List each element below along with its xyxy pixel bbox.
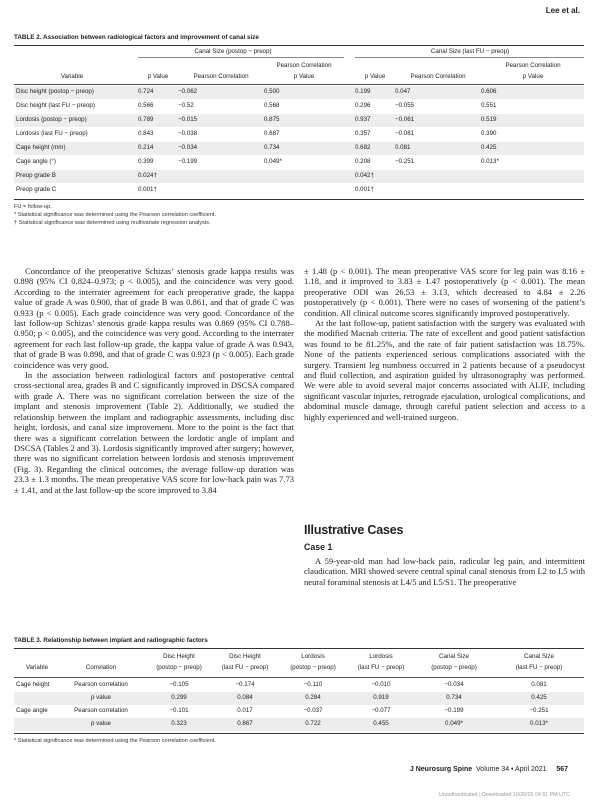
running-header-author: Lee et al. [545, 6, 580, 15]
table2-cell: Lordosis (last FU − preop) [16, 130, 88, 137]
table3-value-cell: 0.919 [373, 694, 389, 701]
table3-value-cell: −0.034 [444, 681, 464, 688]
table2-cell: 0.208 [355, 158, 371, 165]
table2-cell: 0.001† [355, 186, 374, 193]
table3-variable-cell: Cage angle [16, 707, 48, 714]
table2-cell: 0.519 [481, 116, 497, 123]
table2-cell: −0.034 [178, 144, 198, 151]
table3-correlation-cell: Pearson correlation [74, 681, 128, 688]
table3-header-cell: Lordosis [369, 653, 393, 660]
right-paragraph-1: ± 1.48 (p < 0.001). The mean preoperative VAS score for leg pain was 8.16 ± 1.18, and it improved to 3.83 ± 1.47 postoperatively (p < 0.001). The mean preoperative ODI was 26.53 ± 3.13, which decreased to 4.84 ± 2.26 postoperatively (p < 0.001). There were no cases of worsening of the patient’s condition. All clinical outcome scores significantly improved postoperatively. [304, 266, 585, 318]
page-footer [410, 766, 568, 773]
table3-header-cell: (last FU − preop) [357, 664, 405, 671]
table2-col-pearson-p-2b: p Value [522, 73, 544, 80]
table3-value-cell: 0.323 [171, 720, 187, 727]
table3-value-cell: 0.049* [445, 720, 463, 727]
table3-header-cell: (postop − preop) [290, 664, 336, 671]
table2-cell: −0.081 [395, 130, 415, 137]
table2-cell: 0.500 [264, 88, 280, 95]
table2-cell: −0.062 [178, 88, 198, 95]
table2-col-pearson-p-1a: Pearson Correlation [276, 62, 332, 69]
table2-cell: −0.038 [178, 130, 198, 137]
table2-cell: −0.061 [395, 116, 415, 123]
table3-header-cell: Canal Size [439, 653, 469, 660]
table2-cell: 0.551 [481, 102, 497, 109]
table3-value-cell: −0.077 [371, 707, 391, 714]
table2-cell: 0.357 [355, 130, 371, 137]
table2-cell: −0.251 [395, 158, 415, 165]
table2-cell: Cage angle (°) [16, 158, 56, 165]
table3-header-rule [14, 677, 584, 678]
table2-group1-rule [138, 57, 344, 58]
table3-top-rule [14, 648, 584, 649]
table3-correlation-cell: p value [91, 694, 111, 701]
table3-header-cell: Disc Height [229, 653, 261, 660]
table2-group2-rule [355, 57, 584, 58]
table2-col-pearson-p-1b: p Value [293, 73, 315, 80]
table3-value-cell: 0.455 [373, 720, 389, 727]
table3-value-cell: 0.013* [530, 720, 548, 727]
table3-header-cell: Lordosis [301, 653, 325, 660]
case1-text [304, 556, 585, 587]
table2-cell: 0.724 [138, 88, 154, 95]
table3-value-cell: −0.037 [303, 707, 323, 714]
table2-cell: Preop grade B [16, 172, 56, 179]
table2-cell: 0.042† [355, 172, 374, 179]
table3-header-cell: Variable [25, 664, 49, 671]
left-paragraph-1: Concordance of the preoperative Schizas’ stenosis grade kappa results was 0.898 (95% CI 0.824–0.973; p < 0.005), and the coincidence was very good. According to the interrater agreement for each preoperative grade, the kappa value of grade A was 0.900, that of grade B was 0.861, and that of grade C was 0.933 (p < 0.005). Each grade coincidence was very good. Concordance of the last follow-up Schizas’ stenosis grade kappa results was 0.869 (95% CI 0.788–0.950; p < 0.005), and the coincidence was very good. According to the interrater agreement for each last follow-up grade, the kappa value of grade A was 0.943, that of grade B was 0.898, and that of grade C was 0.923 (p < 0.005). Each grade coincidence was very good. [14, 266, 294, 370]
table3-value-cell: −0.101 [169, 707, 189, 714]
table2-cell: Cage height (mm) [16, 144, 66, 151]
table2-top-rule [14, 45, 584, 46]
table3-value-cell: −0.010 [371, 681, 391, 688]
table3-caption: TABLE 3. Relationship between implant and radiographic factors [14, 637, 208, 644]
table3-variable-cell: Cage height [16, 681, 50, 688]
table3-value-cell: −0.110 [303, 681, 323, 688]
table2-cell: 0.425 [481, 144, 497, 151]
table3-correlation-cell: Pearson correlation [74, 707, 128, 714]
table2-cell: 0.049* [264, 158, 282, 165]
table2-cell: Disc height (postop − preop) [16, 88, 94, 95]
table3-value-cell: 0.017 [237, 707, 253, 714]
table2-cell: 0.687 [264, 130, 280, 137]
table2-cell: 0.047 [395, 88, 411, 95]
table2-cell: 0.296 [355, 102, 371, 109]
table3-header-cell: (postop − preop) [431, 664, 477, 671]
table2-cell: 0.199 [355, 88, 371, 95]
table2-note-abbrev: FU = follow-up. [14, 204, 52, 210]
left-paragraph-2: In the association between radiological factors and postoperative central cross-sectional area, grades B and C significantly improved in DSCSA compared with grade A. There was no significant correlation between the size of the implant and stenosis improvement (Table 2). Additionally, we studied the relationship between the implant and radiographic assessments, including disc height, lordosis, and canal size improvement. More to the point is the fact that there was a significant correlation between the lordotic angle of implant and DSCSA (Tables 2 and 3). Lordosis significantly improved after surgery; however, there was no significant correlation between lordosis and stenosis improvement (Fig. 3). Regarding the clinical outcomes, the average follow-up duration was 23.3 ± 1.3 months. The mean preoperative VAS score for low-back pain was 7.73 ± 1.41, and at the last follow-up the score improved to 3.84 [14, 370, 294, 495]
table2-cell: −0.52 [178, 102, 194, 109]
left-text-column [14, 266, 294, 495]
table3-note: * Statistical significance was determined using the Pearson correlation coefficient. [14, 738, 217, 744]
table2-cell: 0.399 [138, 158, 154, 165]
table2-cell: 0.024† [138, 172, 157, 179]
table3-value-cell: 0.299 [171, 694, 187, 701]
table2-group2-header: Canal Size (last FU − preop) [430, 48, 510, 55]
table2-cell: 0.875 [264, 116, 280, 123]
download-watermark: Unauthenticated | Downloaded 10/20/25 04:51 PM UTC [439, 792, 570, 798]
table2-cell: 0.734 [264, 144, 280, 151]
table2-note-pearson: * Statistical significance was determined using the Pearson correlation coefficient. [14, 212, 217, 218]
table2-cell: 0.566 [138, 102, 154, 109]
table2-cell: 0.606 [481, 88, 497, 95]
table3-bottom-rule [14, 733, 584, 734]
table2-cell: 0.682 [355, 144, 371, 151]
table2-cell: 0.568 [264, 102, 280, 109]
table3-header-cell: (last FU − preop) [221, 664, 269, 671]
table3-value-cell: 0.867 [237, 720, 253, 727]
table2-cell: −0.199 [178, 158, 198, 165]
table3-value-cell: −0.199 [444, 707, 464, 714]
table2-header-rule [14, 84, 584, 85]
table2-col-pvalue-1: p Value [147, 73, 169, 80]
table2-cell: −0.055 [395, 102, 415, 109]
table2-cell: 0.789 [138, 116, 154, 123]
table2-col-pearson-p-2a: Pearson Correlation [505, 62, 561, 69]
table2-cell: 0.390 [481, 130, 497, 137]
table2-col-variable: Variable [60, 73, 84, 80]
table2-note-regression: † Statistical significance was determined using multivariate regression analysis. [14, 220, 211, 226]
right-text-column [304, 266, 585, 422]
table3-value-cell: 0.734 [446, 694, 462, 701]
case1-paragraph: A 59-year-old man had low-back pain, radicular leg pain, and intermittent claudication. MRI showed severe central spinal canal stenosis from L2 to L5 with neural foraminal stenosis at L4/5 and L5/S1. The preoperative [304, 556, 585, 587]
right-paragraph-2: At the last follow-up, patient satisfaction with the surgery was evaluated with the modified Macnab criteria. The rate of excellent and good patient satisfaction was found to be 81.25%, and the rate of fair patient satisfaction was 18.75%. None of the patients experienced serious complications associated with the surgery. Transient leg numbness occurred in 2 patients because of a pseudocyst and fluid collection, and aspiration guided by ultrasonography was performed. We were able to avoid several major concerns associated with ALIF, including significant vascular injuries, retrograde ejaculation, urological complications, and abdominal muscle damage, through careful patient selection and access to a highly experienced and well-trained surgeon. [304, 318, 585, 422]
table2-cell: −0.015 [178, 116, 198, 123]
table3-value-cell: −0.251 [529, 707, 549, 714]
table3-value-cell: 0.284 [305, 694, 321, 701]
table3-value-cell: −0.174 [235, 681, 255, 688]
table3-correlation-cell: p value [91, 720, 111, 727]
section-heading-illustrative-cases: Illustrative Cases [304, 523, 404, 537]
table2-cell: Preop grade C [16, 186, 57, 193]
table3-value-cell: −0.105 [169, 681, 189, 688]
table3-value-cell: 0.722 [305, 720, 321, 727]
footer-journal: J Neurosurg Spine [409, 766, 473, 773]
table2-cell: 0.013* [481, 158, 499, 165]
footer-page-number: 567 [556, 766, 568, 773]
table2-bottom-rule [14, 199, 584, 200]
table3-header-cell: Disc Height [163, 653, 195, 660]
table2-cell: 0.843 [138, 130, 154, 137]
table2-col-pearson-2: Pearson Correlation [410, 73, 466, 80]
table2-cell: 0.937 [355, 116, 371, 123]
table2-cell: 0.081 [395, 144, 411, 151]
table2-cell: 0.001† [138, 186, 157, 193]
table2-cell: Lordosis (postop − preop) [16, 116, 87, 123]
footer-volume: Volume 34 • April 2021 [476, 766, 547, 773]
table3-value-cell: 0.084 [237, 694, 253, 701]
table2-col-pvalue-2: p Value [364, 73, 386, 80]
table3-value-cell: 0.081 [531, 681, 547, 688]
table2-cell: 0.214 [138, 144, 154, 151]
table3-header-cell: (last FU − preop) [515, 664, 563, 671]
table3-header-cell: Canal Size [524, 653, 554, 660]
table3-header-cell: Correlation [85, 664, 117, 671]
table3-value-cell: 0.425 [531, 694, 547, 701]
table2-group1-header: Canal Size (postop − preop) [194, 48, 272, 55]
table3-header-cell: (postop − preop) [156, 664, 202, 671]
table2-col-pearson-1: Pearson Correlation [193, 73, 249, 80]
table2-cell: Disc height (last FU − preop) [16, 102, 95, 109]
table2-caption: TABLE 2. Association between radiological factors and improvement of canal size [14, 34, 259, 41]
subheading-case-1: Case 1 [304, 542, 333, 552]
